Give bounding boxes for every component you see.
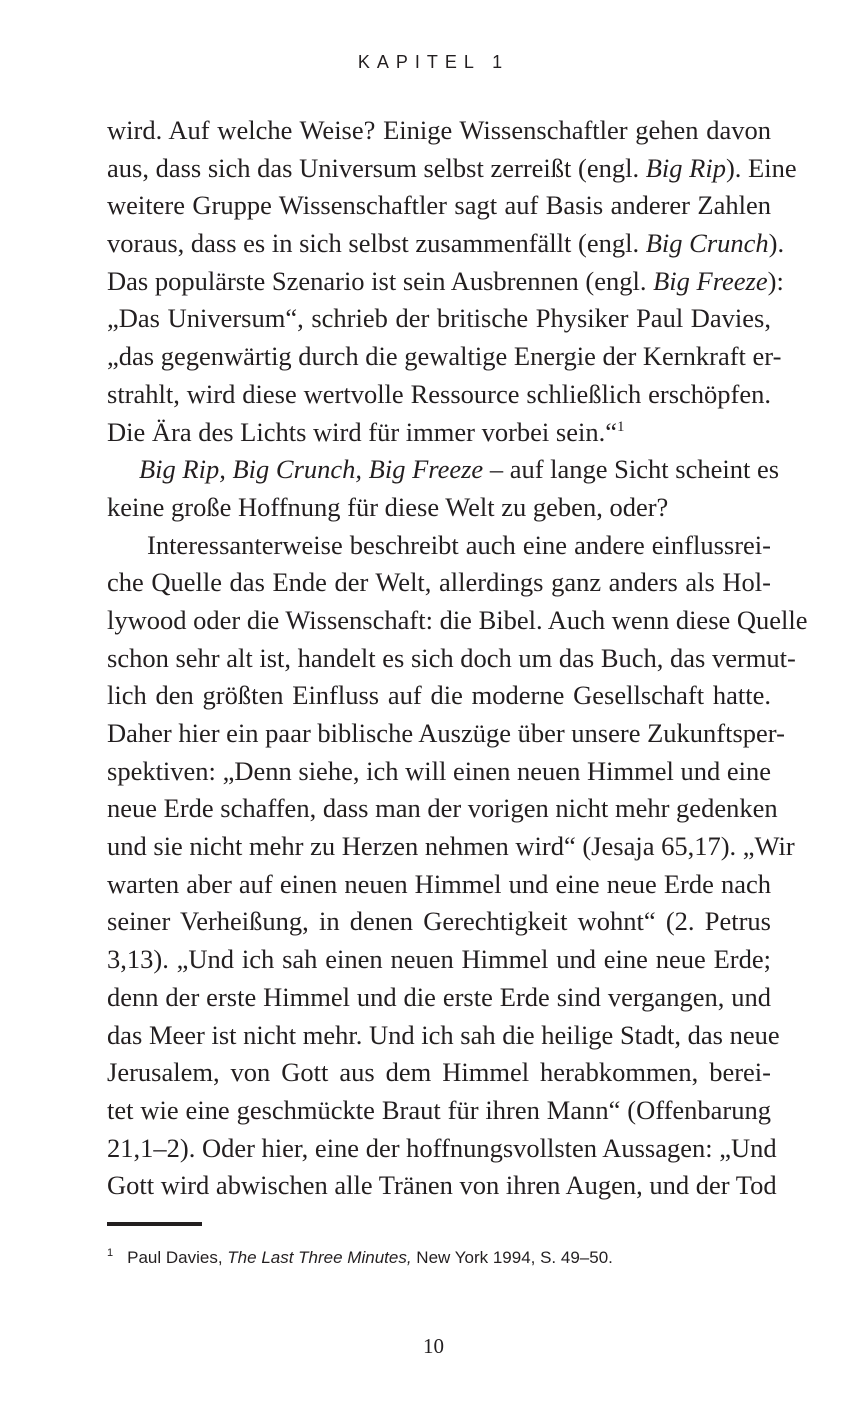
text-line: keine große Hoffnung für diese Welt zu geben, oder? (107, 491, 669, 522)
text-line: aus, dass sich das Universum selbst zerreißt (engl. Big Rip). Eine (107, 152, 797, 183)
text-line: das Meer ist nicht mehr. Und ich sah die heilige Stadt, das neue (107, 1019, 780, 1050)
footnote-reference[interactable]: 1 (616, 418, 625, 435)
text-line: 3,13). „Und ich sah einen neuen Himmel und eine neue Erde; (107, 944, 771, 975)
body-text (107, 112, 808, 1205)
text-line: wird. Auf welche Weise? Einige Wissenschaftler gehen davon (107, 115, 771, 145)
text-line: weitere Gruppe Wissenschaftler sagt auf Basis anderer Zahlen (107, 190, 771, 221)
text-line: Gott wird abwischen alle Tränen von ihren Augen, und der Tod (107, 1170, 777, 1201)
text-line: Die Ära des Lichts wird für immer vorbei sein.“$^1$ (107, 416, 625, 447)
text-line: che Quelle das Ende der Welt, allerdings ganz anders als Hol- (107, 567, 771, 598)
text-line: voraus, dass es in sich selbst zusammenfällt (engl. Big Crunch). (107, 228, 785, 259)
footnote-divider (107, 1222, 202, 1226)
italic-term: Big Rip, Big Crunch, Big Freeze (139, 454, 484, 485)
text-line: tet wie eine geschmückte Braut für ihren Mann“ (Offenbarung (107, 1094, 771, 1125)
text-line: strahlt, wird diese wertvolle Ressource schließlich erschöpfen. (107, 378, 771, 409)
text-line: „Das Universum“, schrieb der britische Physiker Paul Davies, (107, 303, 771, 334)
text-line: schon sehr alt ist, handelt es sich doch um das Buch, das vermut- (107, 642, 796, 673)
footnote-title: The Last Three Minutes, (227, 1248, 412, 1267)
italic-term: Big Rip (645, 152, 726, 183)
text-line: seiner Verheißung, in denen Gerechtigkeit wohnt“ (2. Petrus (107, 906, 771, 937)
text-line: lich den größten Einfluss auf die moderne Gesellschaft hatte. (107, 680, 771, 711)
footnote (107, 1246, 771, 1270)
running-head: KAPITEL 1 (357, 52, 510, 72)
text-line: Interessanterweise beschreibt auch eine andere einflussrei- (147, 529, 771, 560)
footnote-author: Paul Davies, (127, 1248, 228, 1267)
text-line: warten aber auf einen neuen Himmel und eine neue Erde nach (107, 868, 771, 899)
italic-term: Big Crunch (645, 228, 769, 259)
text-line: „das gegenwärtig durch die gewaltige Energie der Kernkraft er- (107, 341, 782, 372)
text-line: neue Erde schaffen, dass man der vorigen nicht mehr gedenken (107, 793, 778, 824)
text-line: und sie nicht mehr zu Herzen nehmen wird“ (Jesaja 65,17). „Wir (107, 831, 795, 862)
footnote-citation: New York 1994, S. 49–50. (411, 1248, 613, 1267)
footnote-number: 1 (107, 1247, 114, 1260)
text-line: 21,1–2). Oder hier, eine der hoffnungsvollsten Aussagen: „Und (107, 1132, 777, 1163)
text-line: spektiven: „Denn siehe, ich will einen neuen Himmel und eine (107, 755, 771, 786)
text-line: Daher hier ein paar biblische Auszüge über unsere Zukunftsper- (107, 718, 785, 748)
text-line: Big Rip, Big Crunch, Big Freeze – auf lange Sicht scheint es (139, 454, 780, 485)
text-line: Das populärste Szenario ist sein Ausbrennen (engl. Big Freeze): (107, 265, 784, 296)
text-line: lywood oder die Wissenschaft: die Bibel. Auch wenn diese Quelle (107, 604, 808, 635)
page-number: 10 (423, 1334, 444, 1358)
italic-term: Big Freeze (653, 265, 768, 296)
text-line: denn der erste Himmel und die erste Erde sind vergangen, und (107, 981, 771, 1012)
text-line: Jerusalem, von Gott aus dem Himmel herabkommen, berei- (107, 1057, 771, 1088)
